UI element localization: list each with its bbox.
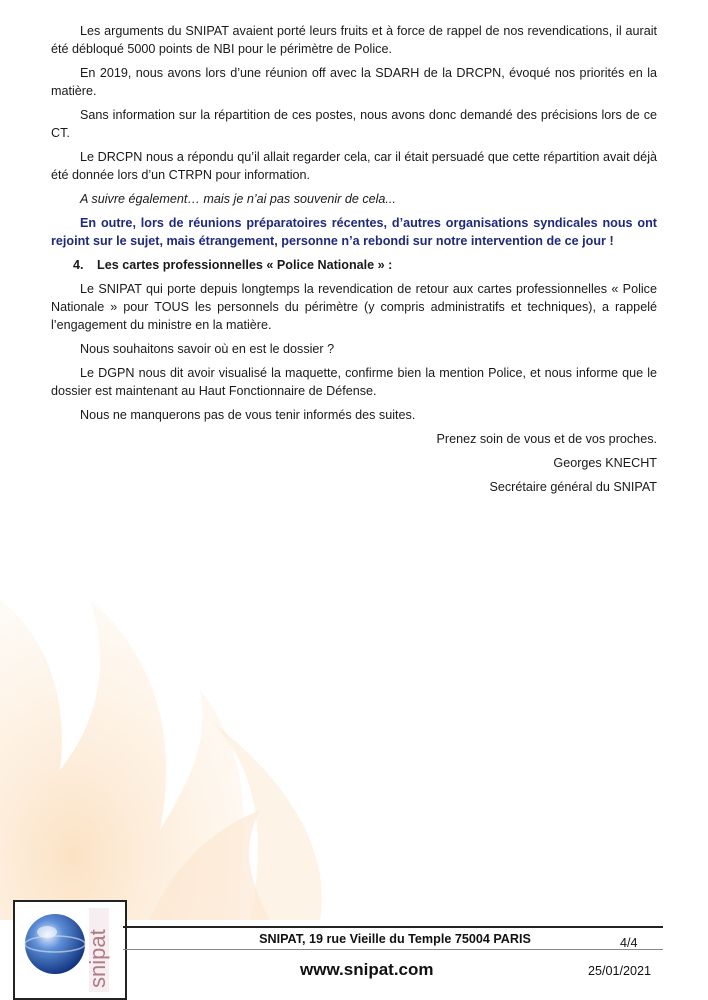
paragraph-2019: En 2019, nous avons lors d’une réunion off avec la SDARH de la DRCPN, évoqué nos priorités en la matière. xyxy=(51,66,657,98)
signer-title: Secrétaire général du SNIPAT xyxy=(489,480,657,494)
paragraph-dgpn: Le DGPN nous dit avoir visualisé la maquette, confirme bien la mention Police, et nous informe que le dossier est maintenant au Haut Fonctionnaire de Défense. xyxy=(51,366,657,398)
paragraph-question: Nous souhaitons savoir où en est le dossier ? xyxy=(80,342,335,356)
footer-address: SNIPAT, 19 rue Vieille du Temple 75004 PARIS xyxy=(259,932,531,946)
closing-line: Prenez soin de vous et de vos proches. xyxy=(436,432,657,446)
footer-rule xyxy=(123,926,663,928)
paragraph-precisions: Sans information sur la répartition de ces postes, nous avons donc demandé des précisions lors de ce CT. xyxy=(51,108,657,140)
flame-watermark xyxy=(0,540,708,920)
section-number: 4. xyxy=(73,258,84,272)
page-number: 4/4 xyxy=(620,936,638,950)
signer-name: Georges KNECHT xyxy=(553,456,657,470)
document-date: 25/01/2021 xyxy=(588,964,652,978)
footer-rule-thin xyxy=(123,949,663,950)
website-link[interactable]: www.snipat.com xyxy=(300,960,434,979)
section-title: Les cartes professionnelles « Police Nationale » : xyxy=(97,258,393,272)
globe-logo-icon xyxy=(15,902,125,998)
paragraph-nbi: Les arguments du SNIPAT avaient porté leurs fruits et à force de rappel de nos revendications, il aurait été débloqué 5000 points de NBI pour le périmètre de Police. xyxy=(51,24,657,56)
snipat-logo xyxy=(13,900,127,1000)
letter-body xyxy=(51,22,657,502)
emphasis-paragraph: En outre, lors de réunions préparatoires récentes, d’autres organisations syndicales nous ont rejoint sur le sujet, mais étrangement, personne n’a rebondi sur notre intervention de ce jour ! xyxy=(51,216,657,248)
paragraph-cartes: Le SNIPAT qui porte depuis longtemps la revendication de retour aux cartes professionnelles « Police Nationale » pour TOUS les personnels du périmètre (y compris administratifs et techniques), a rappelé l’engagement du ministre en la matière. xyxy=(51,282,657,332)
logo-text: snipat xyxy=(85,929,110,988)
section-heading xyxy=(51,256,657,274)
italic-note: A suivre également… mais je n’ai pas souvenir de cela... xyxy=(80,192,396,206)
page-footer xyxy=(0,896,708,1000)
paragraph-drcpn-response: Le DRCPN nous a répondu qu’il allait regarder cela, car il était persuadé que cette répartition avait déjà été donnée lors d’un CTRPN pour information. xyxy=(51,150,657,182)
paragraph-suites: Nous ne manquerons pas de vous tenir informés des suites. xyxy=(80,408,416,422)
